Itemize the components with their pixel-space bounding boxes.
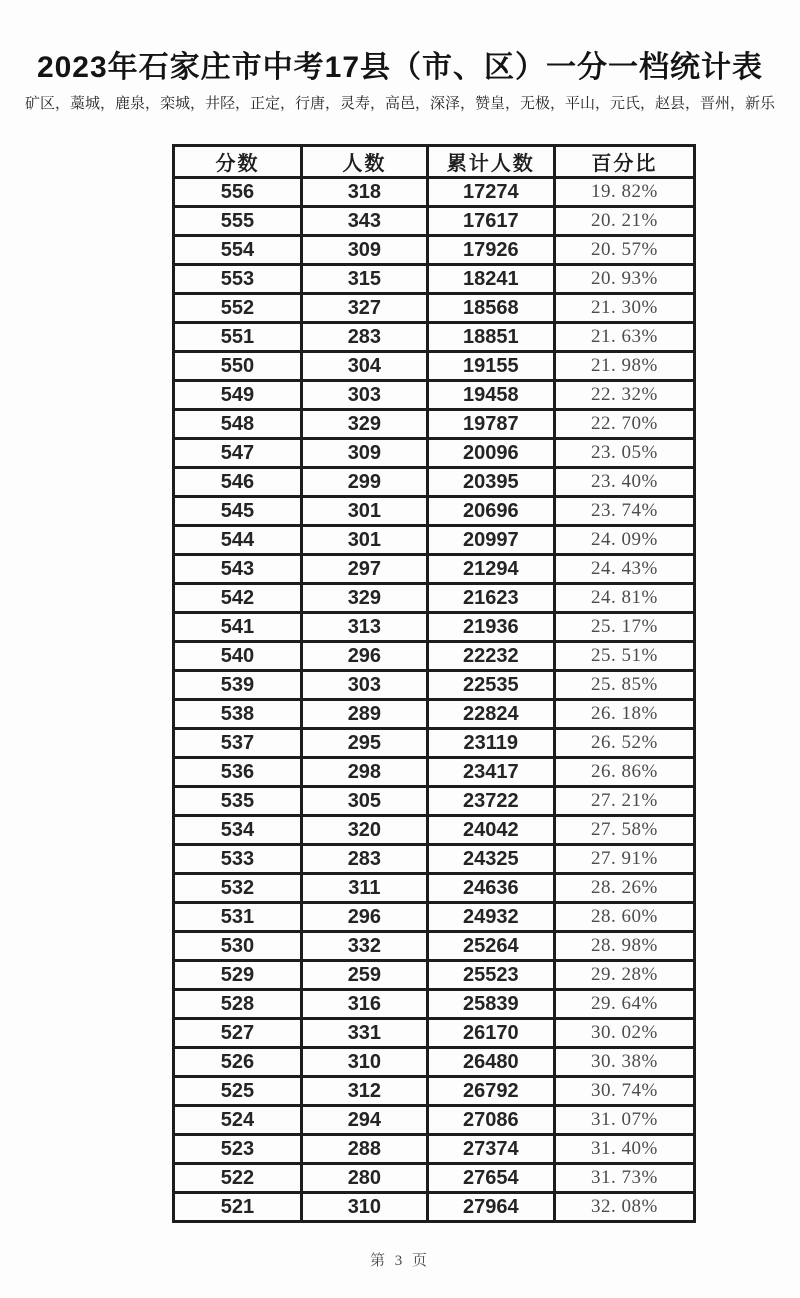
percent-cell: 26. 18% (554, 700, 694, 729)
cumulative-cell: 17274 (427, 178, 554, 207)
count-cell: 343 (301, 207, 427, 236)
count-cell: 283 (301, 323, 427, 352)
score-cell: 529 (174, 961, 302, 990)
count-cell: 320 (301, 816, 427, 845)
table-row (174, 526, 695, 555)
score-cell: 533 (174, 845, 302, 874)
table-row (174, 874, 695, 903)
table-row (174, 700, 695, 729)
count-cell: 296 (301, 903, 427, 932)
score-cell: 546 (174, 468, 302, 497)
count-cell: 259 (301, 961, 427, 990)
table-row (174, 352, 695, 381)
count-cell: 305 (301, 787, 427, 816)
table-row (174, 584, 695, 613)
score-cell: 550 (174, 352, 302, 381)
cumulative-cell: 22232 (427, 642, 554, 671)
column-header-count: 人数 (301, 146, 427, 178)
count-cell: 327 (301, 294, 427, 323)
cumulative-cell: 24932 (427, 903, 554, 932)
table-row (174, 990, 695, 1019)
percent-cell: 26. 52% (554, 729, 694, 758)
table-row (174, 323, 695, 352)
score-cell: 521 (174, 1193, 302, 1222)
column-header-cumulative: 累计人数 (427, 146, 554, 178)
percent-cell: 31. 07% (554, 1106, 694, 1135)
percent-cell: 27. 21% (554, 787, 694, 816)
score-cell: 544 (174, 526, 302, 555)
page-title: 2023年石家庄市中考17县（市、区）一分一档统计表 (36, 51, 764, 84)
table-row (174, 613, 695, 642)
table-row (174, 845, 695, 874)
table-row (174, 1164, 695, 1193)
count-cell: 301 (301, 497, 427, 526)
score-cell: 522 (174, 1164, 302, 1193)
cumulative-cell: 18568 (427, 294, 554, 323)
count-cell: 318 (301, 178, 427, 207)
count-cell: 309 (301, 236, 427, 265)
percent-cell: 30. 02% (554, 1019, 694, 1048)
cumulative-cell: 18851 (427, 323, 554, 352)
percent-cell: 19. 82% (554, 178, 694, 207)
percent-cell: 27. 91% (554, 845, 694, 874)
count-cell: 329 (301, 584, 427, 613)
score-cell: 555 (174, 207, 302, 236)
score-cell: 531 (174, 903, 302, 932)
count-cell: 295 (301, 729, 427, 758)
score-cell: 548 (174, 410, 302, 439)
table-row (174, 555, 695, 584)
count-cell: 289 (301, 700, 427, 729)
cumulative-cell: 22535 (427, 671, 554, 700)
score-cell: 540 (174, 642, 302, 671)
score-cell: 554 (174, 236, 302, 265)
percent-cell: 20. 21% (554, 207, 694, 236)
count-cell: 303 (301, 671, 427, 700)
percent-cell: 28. 98% (554, 932, 694, 961)
count-cell: 298 (301, 758, 427, 787)
percent-cell: 30. 74% (554, 1077, 694, 1106)
percent-cell: 21. 98% (554, 352, 694, 381)
count-cell: 310 (301, 1193, 427, 1222)
table-row (174, 381, 695, 410)
table-row (174, 1106, 695, 1135)
percent-cell: 23. 74% (554, 497, 694, 526)
table-row (174, 1135, 695, 1164)
score-cell: 541 (174, 613, 302, 642)
table-row (174, 758, 695, 787)
cumulative-cell: 27086 (427, 1106, 554, 1135)
table-row (174, 178, 695, 207)
score-cell: 536 (174, 758, 302, 787)
count-cell: 332 (301, 932, 427, 961)
column-header-percent: 百分比 (554, 146, 694, 178)
count-cell: 316 (301, 990, 427, 1019)
cumulative-cell: 22824 (427, 700, 554, 729)
count-cell: 309 (301, 439, 427, 468)
score-cell: 526 (174, 1048, 302, 1077)
table-row (174, 410, 695, 439)
percent-cell: 20. 93% (554, 265, 694, 294)
count-cell: 288 (301, 1135, 427, 1164)
cumulative-cell: 24325 (427, 845, 554, 874)
score-cell: 542 (174, 584, 302, 613)
score-cell: 552 (174, 294, 302, 323)
cumulative-cell: 17617 (427, 207, 554, 236)
table-row (174, 1019, 695, 1048)
count-cell: 283 (301, 845, 427, 874)
cumulative-cell: 25264 (427, 932, 554, 961)
table-row (174, 903, 695, 932)
percent-cell: 20. 57% (554, 236, 694, 265)
percent-cell: 26. 86% (554, 758, 694, 787)
table-row (174, 729, 695, 758)
cumulative-cell: 21936 (427, 613, 554, 642)
cumulative-cell: 21294 (427, 555, 554, 584)
count-cell: 331 (301, 1019, 427, 1048)
percent-cell: 21. 30% (554, 294, 694, 323)
percent-cell: 28. 60% (554, 903, 694, 932)
count-cell: 301 (301, 526, 427, 555)
table-row (174, 671, 695, 700)
score-cell: 527 (174, 1019, 302, 1048)
cumulative-cell: 18241 (427, 265, 554, 294)
percent-cell: 25. 17% (554, 613, 694, 642)
score-cell: 553 (174, 265, 302, 294)
score-cell: 524 (174, 1106, 302, 1135)
count-cell: 280 (301, 1164, 427, 1193)
score-cell: 525 (174, 1077, 302, 1106)
percent-cell: 25. 51% (554, 642, 694, 671)
cumulative-cell: 20395 (427, 468, 554, 497)
count-cell: 297 (301, 555, 427, 584)
percent-cell: 31. 40% (554, 1135, 694, 1164)
score-distribution-table (172, 144, 696, 1223)
cumulative-cell: 17926 (427, 236, 554, 265)
score-cell: 537 (174, 729, 302, 758)
table-row (174, 787, 695, 816)
count-cell: 315 (301, 265, 427, 294)
cumulative-cell: 20096 (427, 439, 554, 468)
percent-cell: 23. 05% (554, 439, 694, 468)
percent-cell: 29. 64% (554, 990, 694, 1019)
percent-cell: 22. 70% (554, 410, 694, 439)
count-cell: 312 (301, 1077, 427, 1106)
score-cell: 534 (174, 816, 302, 845)
table-row (174, 468, 695, 497)
score-cell: 551 (174, 323, 302, 352)
count-cell: 310 (301, 1048, 427, 1077)
table-row (174, 816, 695, 845)
percent-cell: 31. 73% (554, 1164, 694, 1193)
table-row (174, 439, 695, 468)
cumulative-cell: 24042 (427, 816, 554, 845)
table-row (174, 265, 695, 294)
cumulative-cell: 23119 (427, 729, 554, 758)
count-cell: 304 (301, 352, 427, 381)
count-cell: 303 (301, 381, 427, 410)
county-list-subtitle: 矿区，藁城，鹿泉，栾城，井陉，正定，行唐，灵寿，高邑，深泽，赞皇，无极，平山，元氏，赵县，晋州，新乐 (24, 96, 775, 112)
percent-cell: 27. 58% (554, 816, 694, 845)
cumulative-cell: 19787 (427, 410, 554, 439)
count-cell: 313 (301, 613, 427, 642)
table-body (174, 178, 695, 1222)
score-cell: 530 (174, 932, 302, 961)
column-header-score: 分数 (174, 146, 302, 178)
score-cell: 528 (174, 990, 302, 1019)
count-cell: 294 (301, 1106, 427, 1135)
cumulative-cell: 20997 (427, 526, 554, 555)
page-number: 第 3 页 (369, 1253, 430, 1269)
cumulative-cell: 19458 (427, 381, 554, 410)
cumulative-cell: 21623 (427, 584, 554, 613)
score-cell: 538 (174, 700, 302, 729)
percent-cell: 24. 43% (554, 555, 694, 584)
percent-cell: 25. 85% (554, 671, 694, 700)
percent-cell: 23. 40% (554, 468, 694, 497)
cumulative-cell: 23417 (427, 758, 554, 787)
count-cell: 299 (301, 468, 427, 497)
table-row (174, 932, 695, 961)
score-cell: 549 (174, 381, 302, 410)
cumulative-cell: 19155 (427, 352, 554, 381)
percent-cell: 21. 63% (554, 323, 694, 352)
score-cell: 532 (174, 874, 302, 903)
table-row (174, 961, 695, 990)
table-row (174, 497, 695, 526)
score-cell: 535 (174, 787, 302, 816)
cumulative-cell: 27374 (427, 1135, 554, 1164)
score-cell: 545 (174, 497, 302, 526)
table-row (174, 1048, 695, 1077)
score-cell: 556 (174, 178, 302, 207)
percent-cell: 29. 28% (554, 961, 694, 990)
percent-cell: 24. 09% (554, 526, 694, 555)
cumulative-cell: 25523 (427, 961, 554, 990)
score-cell: 547 (174, 439, 302, 468)
score-cell: 543 (174, 555, 302, 584)
table-row (174, 294, 695, 323)
cumulative-cell: 24636 (427, 874, 554, 903)
score-cell: 523 (174, 1135, 302, 1164)
table-row (174, 1193, 695, 1222)
percent-cell: 28. 26% (554, 874, 694, 903)
table-row (174, 1077, 695, 1106)
cumulative-cell: 26170 (427, 1019, 554, 1048)
percent-cell: 30. 38% (554, 1048, 694, 1077)
count-cell: 329 (301, 410, 427, 439)
table-row (174, 207, 695, 236)
percent-cell: 32. 08% (554, 1193, 694, 1222)
cumulative-cell: 23722 (427, 787, 554, 816)
cumulative-cell: 27654 (427, 1164, 554, 1193)
percent-cell: 22. 32% (554, 381, 694, 410)
percent-cell: 24. 81% (554, 584, 694, 613)
count-cell: 296 (301, 642, 427, 671)
table-header-row (174, 146, 695, 178)
cumulative-cell: 26792 (427, 1077, 554, 1106)
cumulative-cell: 26480 (427, 1048, 554, 1077)
score-cell: 539 (174, 671, 302, 700)
table-row (174, 236, 695, 265)
table-row (174, 642, 695, 671)
count-cell: 311 (301, 874, 427, 903)
cumulative-cell: 27964 (427, 1193, 554, 1222)
cumulative-cell: 20696 (427, 497, 554, 526)
cumulative-cell: 25839 (427, 990, 554, 1019)
